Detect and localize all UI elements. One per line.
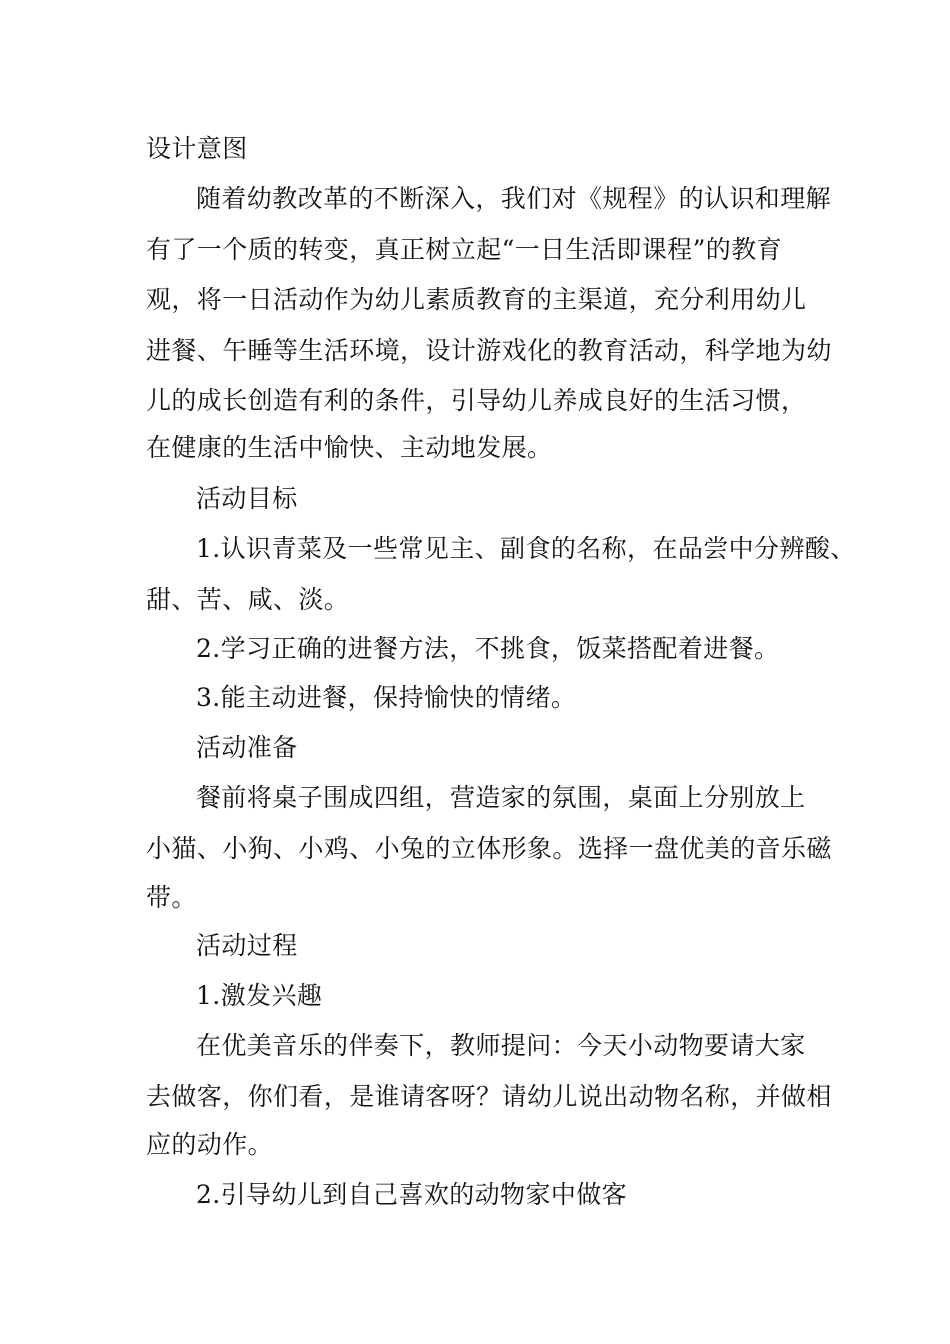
paragraph-line: 餐前将桌子围成四组，营造家的氛围，桌面上分别放上 — [196, 783, 806, 812]
paragraph-line: 观，将一日活动作为幼儿素质教育的主渠道，充分利用幼儿 — [146, 285, 807, 314]
paragraph-line: 在优美音乐的伴奏下，教师提问：今天小动物要请大家 — [196, 1031, 806, 1060]
paragraph-line: 带。 — [146, 883, 197, 912]
paragraph-line: 儿的成长创造有利的条件，引导幼儿养成良好的生活习惯， — [146, 386, 807, 415]
paragraph-line: 应的动作。 — [146, 1130, 274, 1159]
heading-activity-prep: 活动准备 — [196, 733, 298, 762]
paragraph-line: 小猫、小狗、小鸡、小兔的立体形象。选择一盘优美的音乐磁 — [146, 834, 832, 863]
heading-activity-process: 活动过程 — [196, 931, 298, 960]
list-item-goal-3: 3.能主动进餐，保持愉快的情绪。 — [196, 683, 577, 712]
paragraph-line: 有了一个质的转变，真正树立起“一日生活即课程”的教育 — [146, 235, 782, 264]
paragraph-line: 随着幼教改革的不断深入，我们对《规程》的认识和理解 — [196, 184, 832, 213]
heading-activity-goals: 活动目标 — [196, 484, 298, 513]
heading-design-intent: 设计意图 — [146, 134, 248, 163]
paragraph-line: 进餐、午睡等生活环境，设计游戏化的教育活动，科学地为幼 — [146, 336, 832, 365]
list-item-step-2: 2.引导幼儿到自己喜欢的动物家中做客 — [196, 1180, 628, 1209]
list-item-goal-1: 1.认识青菜及一些常见主、副食的名称，在品尝中分辨酸、 — [196, 534, 856, 563]
paragraph-line: 去做客，你们看，是谁请客呀？请幼儿说出动物名称，并做相 — [146, 1082, 832, 1111]
paragraph-line: 在健康的生活中愉快、主动地发展。 — [146, 433, 553, 462]
list-item-goal-2: 2.学习正确的进餐方法，不挑食，饭菜搭配着进餐。 — [196, 634, 780, 663]
list-item-step-1: 1.激发兴趣 — [196, 981, 323, 1010]
list-item-goal-1-cont: 甜、苦、咸、淡。 — [146, 585, 350, 614]
